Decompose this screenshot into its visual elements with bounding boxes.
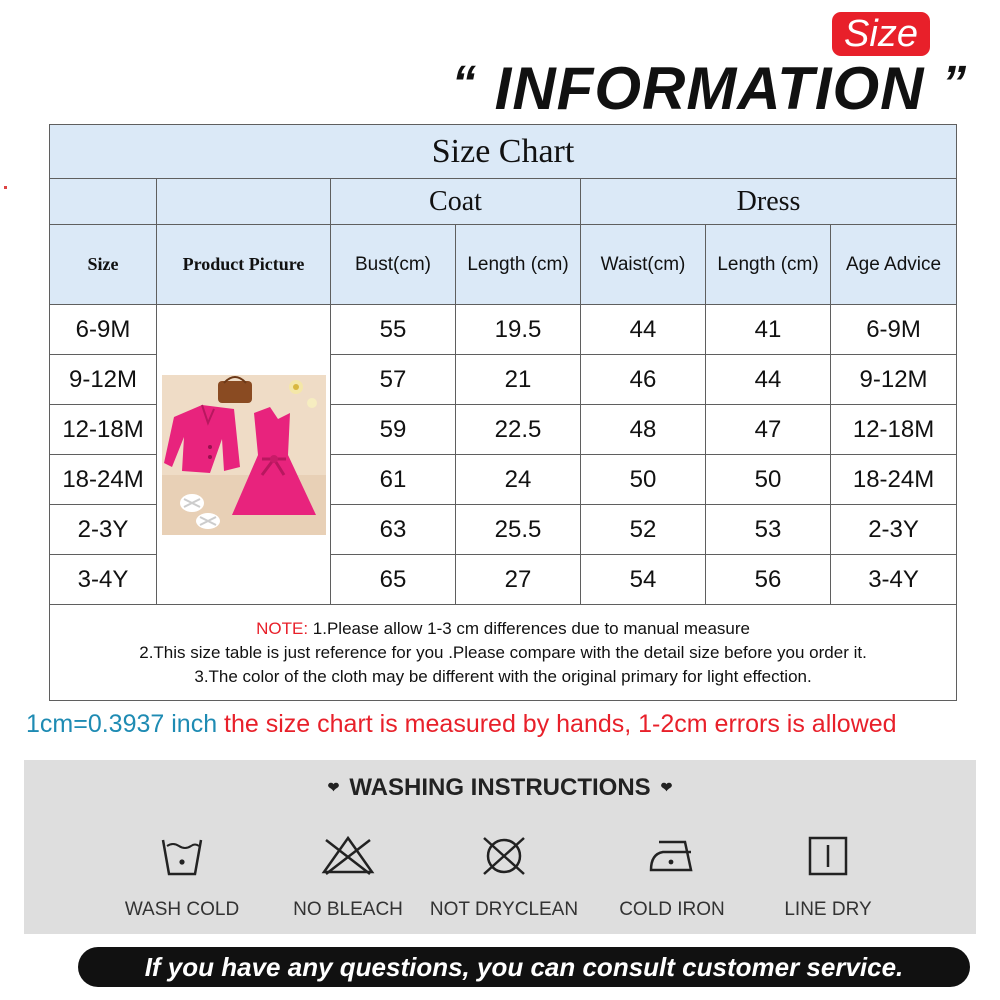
dress-length-cell: 44 (706, 355, 831, 405)
wash-cold-label: WASH COLD (124, 899, 240, 920)
size-cell: 12-18M (50, 405, 157, 455)
waist-cell: 44 (581, 305, 706, 355)
age-advice-cell: 12-18M (831, 405, 957, 455)
note-line-1 (50, 617, 956, 641)
line-dry-icon (805, 832, 851, 880)
close-quote: ” (942, 57, 968, 110)
waist-cell: 50 (581, 455, 706, 505)
age-advice-cell: 2-3Y (831, 505, 957, 555)
column-header-coat-length: Length (cm) (456, 225, 581, 305)
waist-cell: 46 (581, 355, 706, 405)
information-title: INFORMATION (494, 55, 925, 122)
dress-length-cell: 53 (706, 505, 831, 555)
note-line-2: 2.This size table is just reference for you .Please compare with the detail size before you order it. (139, 642, 867, 662)
note-text-1: 1.Please allow 1-3 cm differences due to manual measure (308, 618, 750, 638)
not-dryclean-icon (476, 832, 532, 880)
age-advice-cell: 3-4Y (831, 555, 957, 605)
size-cell: 9-12M (50, 355, 157, 405)
dress-length-cell: 50 (706, 455, 831, 505)
size-cell: 2-3Y (50, 505, 157, 555)
size-badge: Size (832, 12, 930, 56)
cold-iron-icon (645, 832, 699, 880)
product-picture-cell (157, 305, 331, 605)
size-cell: 3-4Y (50, 555, 157, 605)
table-title: Size Chart (50, 125, 957, 179)
note-line-3: 3.The color of the cloth may be different with the original primary for light effection. (194, 666, 812, 686)
waist-cell: 54 (581, 555, 706, 605)
column-header-size: Size (50, 225, 157, 305)
bust-cell: 61 (331, 455, 456, 505)
coat-length-cell: 19.5 (456, 305, 581, 355)
bust-cell: 65 (331, 555, 456, 605)
stray-mark (4, 186, 7, 189)
measurement-disclaimer: the size chart is measured by hands, 1-2cm errors is allowed (217, 710, 897, 738)
empty-group-cell (50, 179, 157, 225)
not-dryclean-label: NOT DRYCLEAN (429, 899, 579, 920)
size-cell: 18-24M (50, 455, 157, 505)
column-header-age-advice: Age Advice (831, 225, 957, 305)
heart-icon: ❤ (660, 779, 673, 795)
age-advice-cell: 6-9M (831, 305, 957, 355)
dress-group-header: Dress (581, 179, 957, 225)
unit-conversion: 1cm=0.3937 inch (26, 710, 218, 738)
information-heading (452, 44, 992, 124)
conversion-line (26, 706, 986, 742)
washing-instructions-panel (24, 760, 976, 934)
age-advice-cell: 18-24M (831, 455, 957, 505)
column-header-bust: Bust(cm) (331, 225, 456, 305)
coat-length-cell: 25.5 (456, 505, 581, 555)
table-row (50, 305, 957, 355)
bust-cell: 57 (331, 355, 456, 405)
size-chart-table (49, 124, 957, 701)
wash-item (587, 832, 757, 922)
column-header-waist: Waist(cm) (581, 225, 706, 305)
note-label: NOTE: (256, 618, 309, 638)
bust-cell: 63 (331, 505, 456, 555)
washing-title-row (24, 772, 976, 803)
product-photo (162, 375, 326, 535)
age-advice-cell: 9-12M (831, 355, 957, 405)
size-cell: 6-9M (50, 305, 157, 355)
coat-length-cell: 27 (456, 555, 581, 605)
note-section (50, 605, 957, 701)
wash-item (263, 832, 433, 922)
wash-item (743, 832, 913, 922)
dress-length-cell: 56 (706, 555, 831, 605)
empty-group-cell (157, 179, 331, 225)
cold-iron-label: COLD IRON (619, 899, 725, 920)
bust-cell: 59 (331, 405, 456, 455)
coat-length-cell: 22.5 (456, 405, 581, 455)
wash-cold-icon (157, 832, 207, 880)
column-header-product-picture: Product Picture (157, 225, 331, 305)
line-dry-label: LINE DRY (784, 899, 872, 920)
no-bleach-icon (318, 832, 378, 880)
waist-cell: 48 (581, 405, 706, 455)
waist-cell: 52 (581, 505, 706, 555)
coat-length-cell: 21 (456, 355, 581, 405)
wash-item (97, 832, 267, 922)
dress-length-cell: 47 (706, 405, 831, 455)
heart-icon: ❤ (327, 779, 340, 795)
coat-length-cell: 24 (456, 455, 581, 505)
wash-item (419, 832, 589, 922)
no-bleach-label: NO BLEACH (293, 899, 403, 920)
column-header-dress-length: Length (cm) (706, 225, 831, 305)
bust-cell: 55 (331, 305, 456, 355)
coat-group-header: Coat (331, 179, 581, 225)
open-quote: “ (452, 57, 477, 110)
customer-service-banner: If you have any questions, you can consult customer service. (78, 947, 970, 987)
dress-length-cell: 41 (706, 305, 831, 355)
washing-title: WASHING INSTRUCTIONS (349, 774, 651, 801)
